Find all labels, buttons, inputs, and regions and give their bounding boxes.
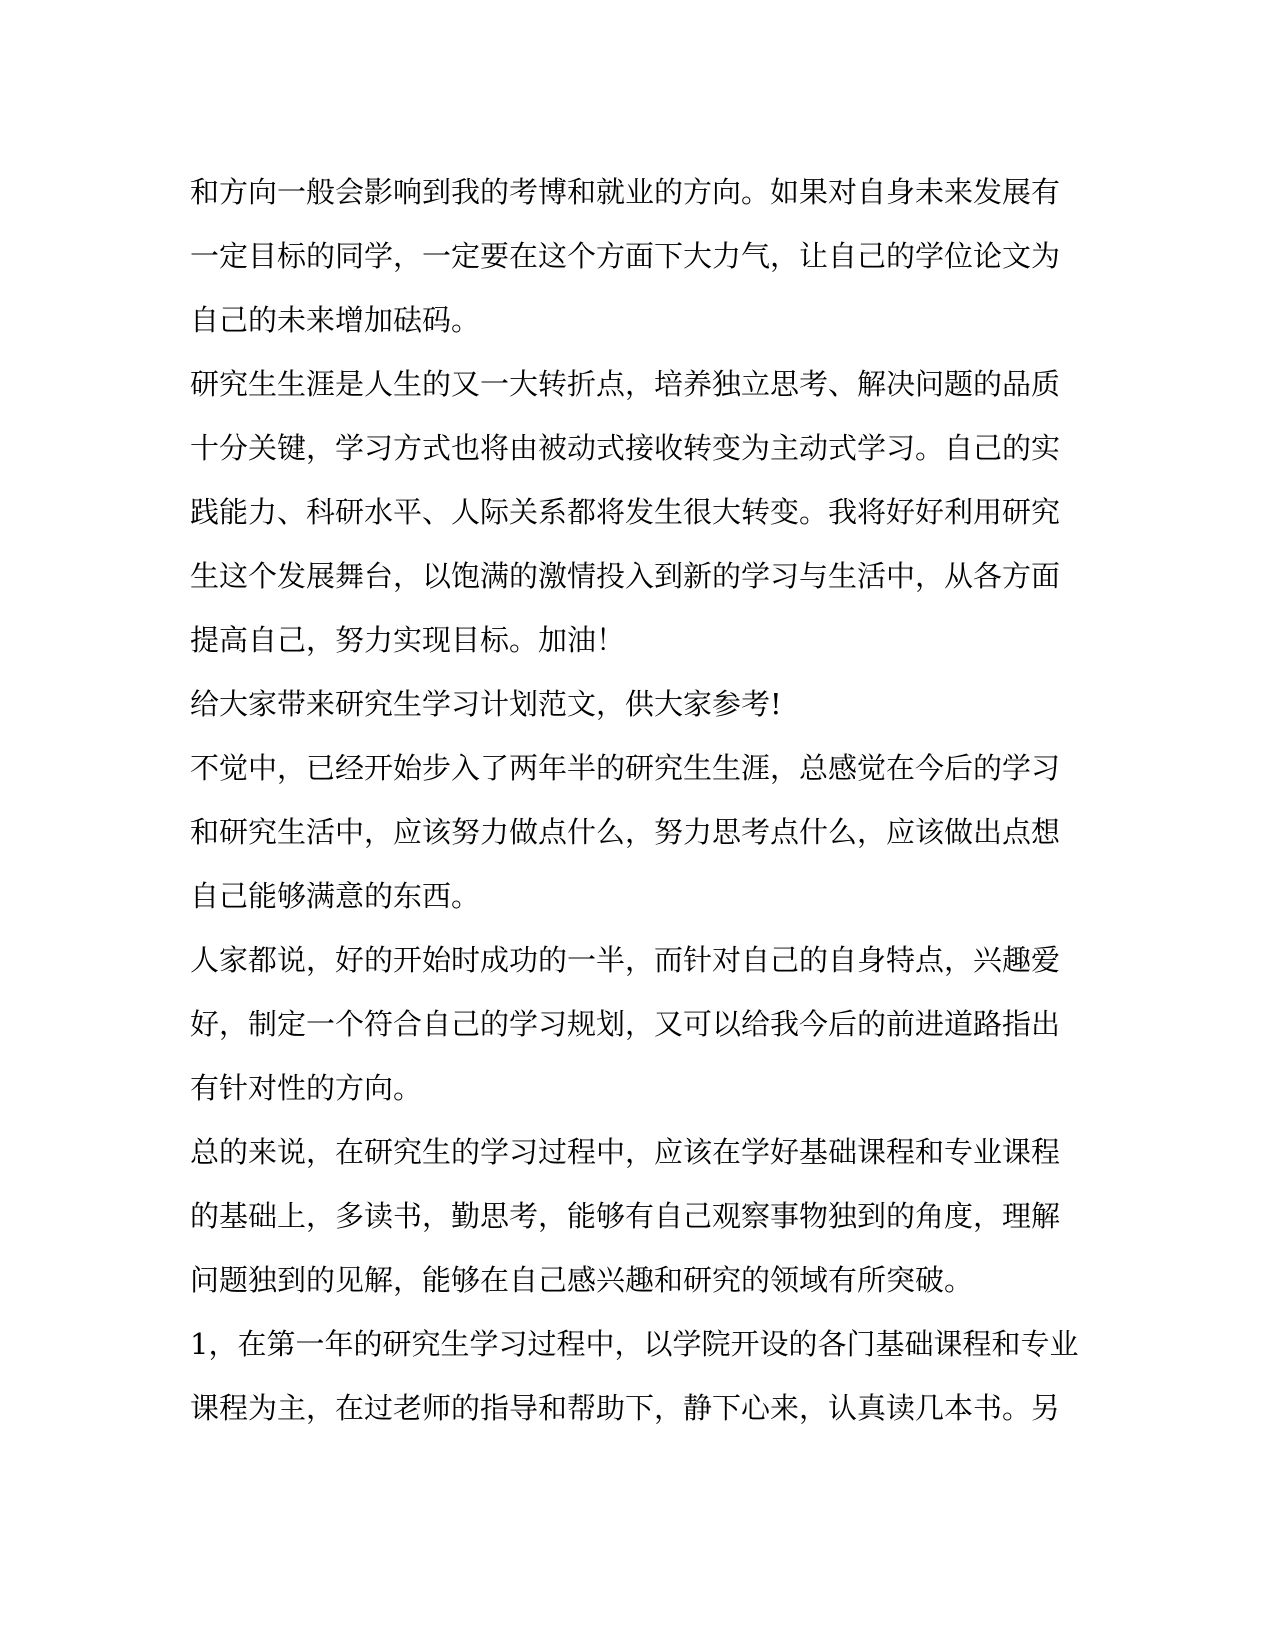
text-line: 一定目标的同学，一定要在这个方面下大力气，让自己的学位论文为 <box>190 239 1061 273</box>
text-line: 和研究生活中，应该努力做点什么，努力思考点什么，应该做出点想 <box>190 815 1061 849</box>
text-line: 课程为主，在过老师的指导和帮助下，静下心来，认真读几本书。另 <box>190 1391 1061 1425</box>
text-line: 给大家带来研究生学习计划范文，供大家参考! <box>190 687 782 721</box>
text-line: 研究生生涯是人生的又一大转折点，培养独立思考、解决问题的品质 <box>190 367 1061 401</box>
text-line: 生这个发展舞台，以饱满的激情投入到新的学习与生活中，从各方面 <box>190 559 1061 593</box>
text-line: 的基础上，多读书，勤思考，能够有自己观察事物独到的角度，理解 <box>190 1199 1061 1233</box>
text-line: 问题独到的见解，能够在自己感兴趣和研究的领域有所突破。 <box>190 1263 974 1297</box>
text-line: 总的来说，在研究生的学习过程中，应该在学好基础课程和专业课程 <box>190 1135 1061 1169</box>
text-line: 人家都说，好的开始时成功的一半，而针对自己的自身特点，兴趣爱 <box>190 943 1061 977</box>
text-line: 1，在第一年的研究生学习过程中，以学院开设的各门基础课程和专业 <box>190 1327 1079 1361</box>
text-line: 自己的未来增加砝码。 <box>190 303 481 337</box>
text-line: 和方向一般会影响到我的考博和就业的方向。如果对自身未来发展有 <box>190 175 1061 209</box>
text-line: 自己能够满意的东西。 <box>190 879 481 913</box>
text-line: 不觉中，已经开始步入了两年半的研究生生涯，总感觉在今后的学习 <box>190 751 1061 785</box>
text-line: 提高自己，努力实现目标。加油！ <box>190 623 626 657</box>
text-line: 有针对性的方向。 <box>190 1071 423 1105</box>
text-line: 践能力、科研水平、人际关系都将发生很大转变。我将好好利用研究 <box>190 495 1061 529</box>
text-line: 好，制定一个符合自己的学习规划，又可以给我今后的前进道路指出 <box>190 1007 1061 1041</box>
document-body <box>190 160 1090 1440</box>
text-line: 十分关键，学习方式也将由被动式接收转变为主动式学习。自己的实 <box>190 431 1061 465</box>
